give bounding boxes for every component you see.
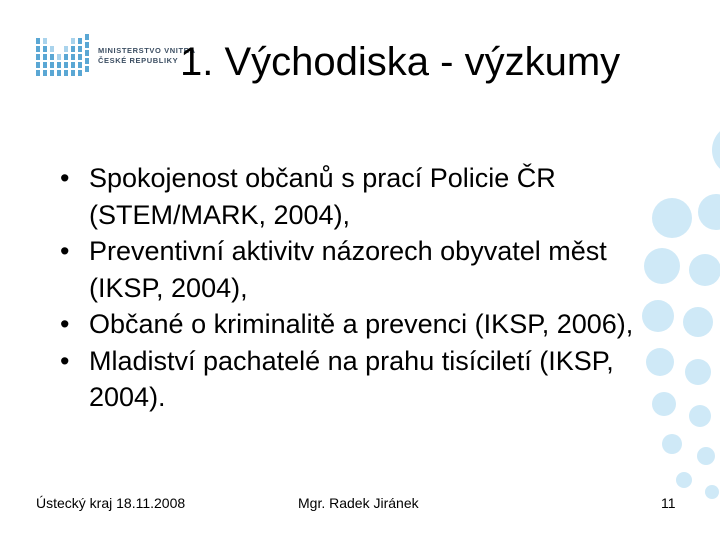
slide-title: 1. Východiska - výzkumy <box>180 40 621 84</box>
bullet-item <box>60 233 660 306</box>
bullet-text: Mladiství pachatelé na prahu tisíciletí (IKSP, 2004). <box>89 345 614 412</box>
ministry-logo <box>36 34 196 78</box>
bullet-item <box>60 306 660 343</box>
bullet-text: Spokojenost občanů s prací Policie ČR (STEM/MARK, 2004), <box>89 163 556 230</box>
bullet-text: Občané o kriminalitě a prevenci (IKSP, 2006), <box>89 309 634 339</box>
bullet-item <box>60 343 660 416</box>
footer-author: Mgr. Radek Jiránek <box>298 495 419 511</box>
footer-page-number: 11 <box>661 495 676 511</box>
bullet-icon: • <box>60 163 70 193</box>
bullet-icon: • <box>60 236 70 266</box>
footer-date: Ústecký kraj 18.11.2008 <box>36 495 186 511</box>
logo-line-1: MINISTERSTVO VNITRA <box>98 46 196 55</box>
ministry-logo-icon <box>36 34 92 78</box>
bullet-icon: • <box>60 309 70 339</box>
logo-line-2: ČESKÉ REPUBLIKY <box>98 56 179 65</box>
bullet-text: Preventivní aktivitv názorech obyvatel měst (IKSP, 2004), <box>89 236 607 303</box>
bullet-item <box>60 160 660 233</box>
bullet-list <box>60 160 660 416</box>
bullet-icon: • <box>60 345 70 376</box>
